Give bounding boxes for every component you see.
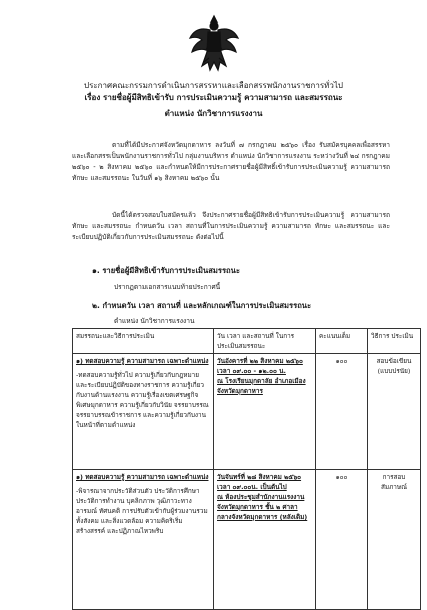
section-1-title: ๑. รายชื่อผู้มีสิทธิเข้ารับการประเมินสมรรถนะ <box>92 266 240 275</box>
criteria-body: -พิจารณาจากประวัติส่วนตัว ประวัติการศึกษา ประวัติการทำงาน บุคลิกภาพ วุฒิภาวะทางอารมณ์ ทัศนคติ การปรับตัวเข้ากับผู้ร่วมงานรวมทั้งสังคม และสิ่งแวดล้อม ความคิดริเริ่มสร้างสรรค์ และปฏิภาณไหวพริบ <box>76 487 208 535</box>
score-cell: ๑๐๐ <box>316 470 368 610</box>
col-criteria-header: สมรรถนะและวิธีการประเมิน <box>73 329 214 354</box>
score-cell: ๑๐๐ <box>316 354 368 470</box>
col-score-header: คะแนนเต็ม <box>316 329 368 354</box>
col-when-header: วัน เวลา และสถานที่ ในการประเมินสมรรถนะ <box>214 329 316 354</box>
criteria-title: ๑) ทดสอบความรู้ ความสามารถ เฉพาะตำแหน่ง <box>76 357 209 365</box>
table-row <box>73 354 421 470</box>
announcement-title: ประกาศคณะกรรมการดำเนินการสรรหาและเลือกสรรพนักงานราชการทั่วไป <box>83 81 344 90</box>
col-method-header: วิธีการ ประเมิน <box>368 329 421 354</box>
section-1-note: ปรากฏตามเอกสารแนบท้ายประกาศนี้ <box>114 283 221 291</box>
intro-paragraph-1: ตามที่ได้มีประกาศจังหวัดมุกดาหาร ลงวันที่ ๗ กรกฎาคม ๒๕๖๐ เรื่อง รับสมัครบุคคลเพื่อสรรหาและเลือกสรรเป็นพนักงานราชการทั่วไป กลุ่มงานบริหาร ตำแหน่ง นักวิชาการแรงงาน ระหว่างวันที่ ๒๔ กรกฎาคม ๒๕๖๐ - ๒ สิงหาคม ๒๕๖๐ และกำหนดให้มีการประกาศรายชื่อผู้มีสิทธิ์เข้ารับการประเมินความรู้ ความสามารถ ทักษะ และสมรรถนะ ในวันที่ ๑๖ สิงหาคม ๒๕๖๐ นั้น <box>72 141 390 182</box>
when-cell <box>214 354 316 470</box>
assessment-time: เวลา ๐๙.๐๐ - ๑๒.๐๐ น. <box>217 367 286 375</box>
assessment-date: วันจันทร์ที่ ๒๘ สิงหาคม ๒๕๖๐ <box>217 473 302 481</box>
table-header-row <box>73 329 421 354</box>
assessment-place: ณ โรงเรียนมุกดาลัย อำเภอเมือง จังหวัดมุกดาหาร <box>217 377 306 395</box>
announcement-subject: เรื่อง รายชื่อผู้มีสิทธิเข้ารับ การประเมินความรู้ ความสามารถ และสมรรถนะ <box>84 93 343 102</box>
assessment-time: เวลา ๐๙.๐๐น. เป็นต้นไป <box>217 483 287 491</box>
intro-paragraph-2: บัดนี้ได้ตรวจสอบใบสมัครแล้ว จึงประกาศรายชื่อผู้มีสิทธิเข้ารับการประเมินความรู้ ความสามารถ ทักษะ และสมรรถนะ กำหนดวัน เวลา สถานที่ในการประเมินความรู้ ความสามารถ ทักษะ และสมรรถนะ และระเบียบปฏิบัติเกี่ยวกับการประเมินสมรรถนะ ดังต่อไปนี้ <box>72 211 390 241</box>
method-cell: สอบข้อเขียน (แบบปรนัย) <box>368 354 421 470</box>
when-cell <box>214 470 316 610</box>
garuda-emblem <box>188 12 240 74</box>
criteria-cell <box>73 470 214 610</box>
section-2-title: ๒. กำหนดวัน เวลา สถานที่ และหลักเกณฑ์ในการประเมินสมรรถนะ <box>92 301 312 310</box>
criteria-title: ๑) ทดสอบความรู้ ความสามารถ เฉพาะตำแหน่ง <box>76 473 209 481</box>
assessment-date: วันอังคารที่ ๒๒ สิงหาคม ๒๕๖๐ <box>217 357 303 365</box>
method-cell: การสอบสัมภาษณ์ <box>368 470 421 610</box>
criteria-body: -ทดสอบความรู้ทั่วไป ความรู้เกี่ยวกับกฎหมายและระเบียบปฏิบัติของทางราชการ ความรู้เกี่ยวกับงานด้านแรงงาน ความรู้เรื่องเขตเศรษฐกิจพิเศษมุกดาหาร ความรู้เกี่ยวกับวินัย จรรยาบรรณจรรยาบรรณข้าราชการ และความรู้เกี่ยวกับงานในหน้าที่ตามตำแหน่ง <box>76 371 209 429</box>
assessment-schedule-table <box>72 328 421 610</box>
assessment-place: ณ ห้องประชุมสำนักงานแรงงานจังหวัดมุกดาหาร ชั้น ๒ ศาลากลางจังหวัดมุกดาหาร (หลังเดิม) <box>217 493 308 521</box>
announcement-position: ตำแหน่ง นักวิชาการแรงงาน <box>164 109 263 118</box>
section-2-position: ตำแหน่ง นักวิชาการแรงงาน <box>114 317 195 325</box>
criteria-cell <box>73 354 214 470</box>
table-row <box>73 470 421 610</box>
